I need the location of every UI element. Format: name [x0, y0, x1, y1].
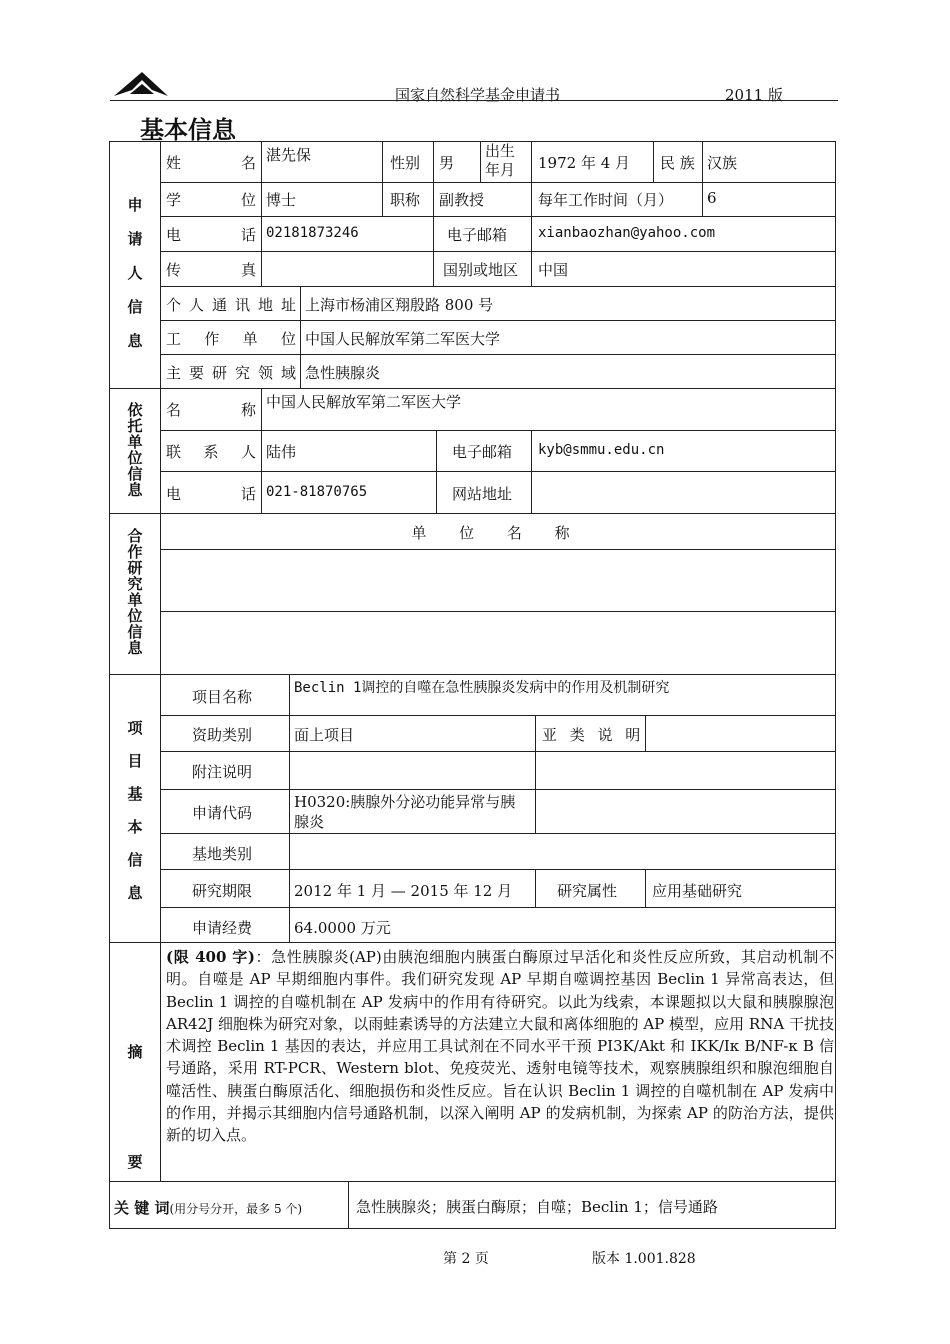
name-label: 姓 名: [166, 154, 256, 172]
degree-label: 学 位: [166, 191, 256, 209]
header-version: 2011 版: [725, 86, 783, 104]
email-value: xianbaozhan@yahoo.com: [538, 225, 716, 241]
birth-value: 1972 年 4 月: [538, 154, 631, 172]
contact-value: 陆伟: [266, 443, 297, 461]
employer-value: 中国人民解放军第二军医大学: [305, 330, 501, 348]
abstract-body: ：急性胰腺炎(AP)由胰泡细胞内胰蛋白酶原过早活化和炎性反应所致，其启动机制不明。自噬是 AP 早期细胞内事件。我们研究发现 AP 早期自噬调控基因 Beclin 1 异常高表达，但 Beclin 1 调控的自噬机制在 AP 发病中的作用有待研究。以此为线索，本课题拟以大鼠和胰腺腺泡 AR42J 细胞株为研究对象，以雨蛙素诱导的方法建立大鼠和离体细胞的 AP 模型，应用 RNA 干扰技术调控 Beclin 1 基因的表达，并应用工具试剂在不同水平干预 PI3K/Akt 和 IKK/Iκ B/NF-κ B 信号通路，采用 RT-PCR、Western blot、免疫荧光、透射电镜等技术，观察胰腺组织和腺泡细胞自噬活性、胰蛋白酶原活化、细胞损伤和炎性反应。旨在认识 Beclin 1 调控的自噬机制在 AP 发病中的作用，并揭示其细胞内信号通路机制，以深入阐明 AP 的发病机制，为探索 AP 的防治方法，提供新的切入点。: [166, 948, 835, 1145]
attribute-label: 研究属性: [557, 882, 618, 900]
institution-email-value: kyb@smmu.edu.cn: [538, 442, 665, 458]
attribute-value: 应用基础研究: [652, 882, 743, 900]
contact-label: 联 系 人: [166, 443, 256, 461]
phone-label: 电 话: [166, 226, 256, 244]
address-value: 上海市杨浦区翔殷路 800 号: [305, 296, 494, 314]
website-label: 网站地址: [452, 485, 513, 503]
code-value: H0320:胰腺外分泌功能异常与胰 腺炎: [294, 793, 516, 831]
header-rule: [110, 100, 838, 101]
header-title: 国家自然科学基金申请书: [395, 86, 561, 104]
institution-name-label: 名 称: [166, 401, 256, 419]
section-partner-label: 合 作 研 究 单 位 信 息: [127, 527, 143, 657]
project-name-value: Beclin 1调控的自噬在急性胰腺炎发病中的作用及机制研究: [294, 680, 670, 696]
footer-page: 第 2 页: [443, 1251, 489, 1267]
funding-type-label: 资助类别: [192, 726, 253, 744]
institution-email-label: 电子邮箱: [452, 443, 513, 461]
nsfc-logo: [112, 70, 170, 98]
footer-version: 版本 1.001.828: [592, 1251, 696, 1267]
field-label: 主要研究领域: [166, 364, 296, 382]
keywords-label: 关 键 词(用分号分开，最多 5 个): [114, 1199, 303, 1217]
worktime-label: 每年工作时间（月）: [538, 191, 674, 209]
note-label: 附注说明: [192, 763, 253, 781]
project-name-label: 项目名称: [192, 688, 253, 706]
period-value: 2012 年 1 月 — 2015 年 12 月: [294, 882, 513, 900]
institution-phone-label: 电 话: [166, 485, 256, 503]
ethnicity-label: 民 族: [660, 154, 695, 172]
degree-value: 博士: [266, 191, 297, 209]
abstract-text: [166, 946, 834, 1147]
gender-label: 性别: [390, 154, 421, 172]
period-label: 研究期限: [192, 882, 253, 900]
page-title: 基本信息: [140, 116, 236, 144]
field-value: 急性胰腺炎: [305, 364, 381, 382]
section-project-label: 项 目 基 本 信 息: [127, 719, 143, 902]
address-label: 个人通讯地址: [166, 296, 296, 314]
email-label: 电子邮箱: [447, 226, 508, 244]
fax-label: 传 真: [166, 261, 256, 279]
subtype-label: 亚 类 说 明: [542, 726, 645, 744]
country-label: 国别或地区: [443, 261, 519, 279]
funding-type-value: 面上项目: [294, 726, 355, 744]
partner-column-header: 单 位 名 称: [411, 524, 584, 542]
keywords-value: 急性胰腺炎；胰蛋白酶原；自噬；Beclin 1；信号通路: [356, 1198, 718, 1216]
ethnicity-value: 汉族: [707, 154, 738, 172]
employer-label: 工 作 单 位: [166, 330, 296, 348]
code-label: 申请代码: [192, 804, 253, 822]
title-value: 副教授: [439, 191, 485, 209]
abstract-limit: (限 400 字): [166, 948, 255, 966]
institution-phone-value: 021-81870765: [266, 484, 368, 500]
section-abstract-label: 摘 要: [127, 1043, 143, 1171]
gender-value: 男: [439, 154, 455, 172]
institution-name-value: 中国人民解放军第二军医大学: [266, 393, 462, 411]
worktime-value: 6: [707, 189, 717, 207]
budget-label: 申请经费: [192, 919, 253, 937]
phone-value: 02181873246: [266, 225, 359, 241]
base-label: 基地类别: [192, 845, 253, 863]
birth-label: 出生 年月: [485, 142, 516, 179]
title-label: 职称: [390, 191, 421, 209]
budget-value: 64.0000 万元: [294, 919, 391, 937]
country-value: 中国: [538, 261, 569, 279]
section-institution-label: 依 托 单 位 信 息: [127, 401, 143, 499]
section-applicant-label: 申 请 人 信 息: [127, 196, 143, 350]
name-value: 湛先保: [266, 146, 312, 164]
